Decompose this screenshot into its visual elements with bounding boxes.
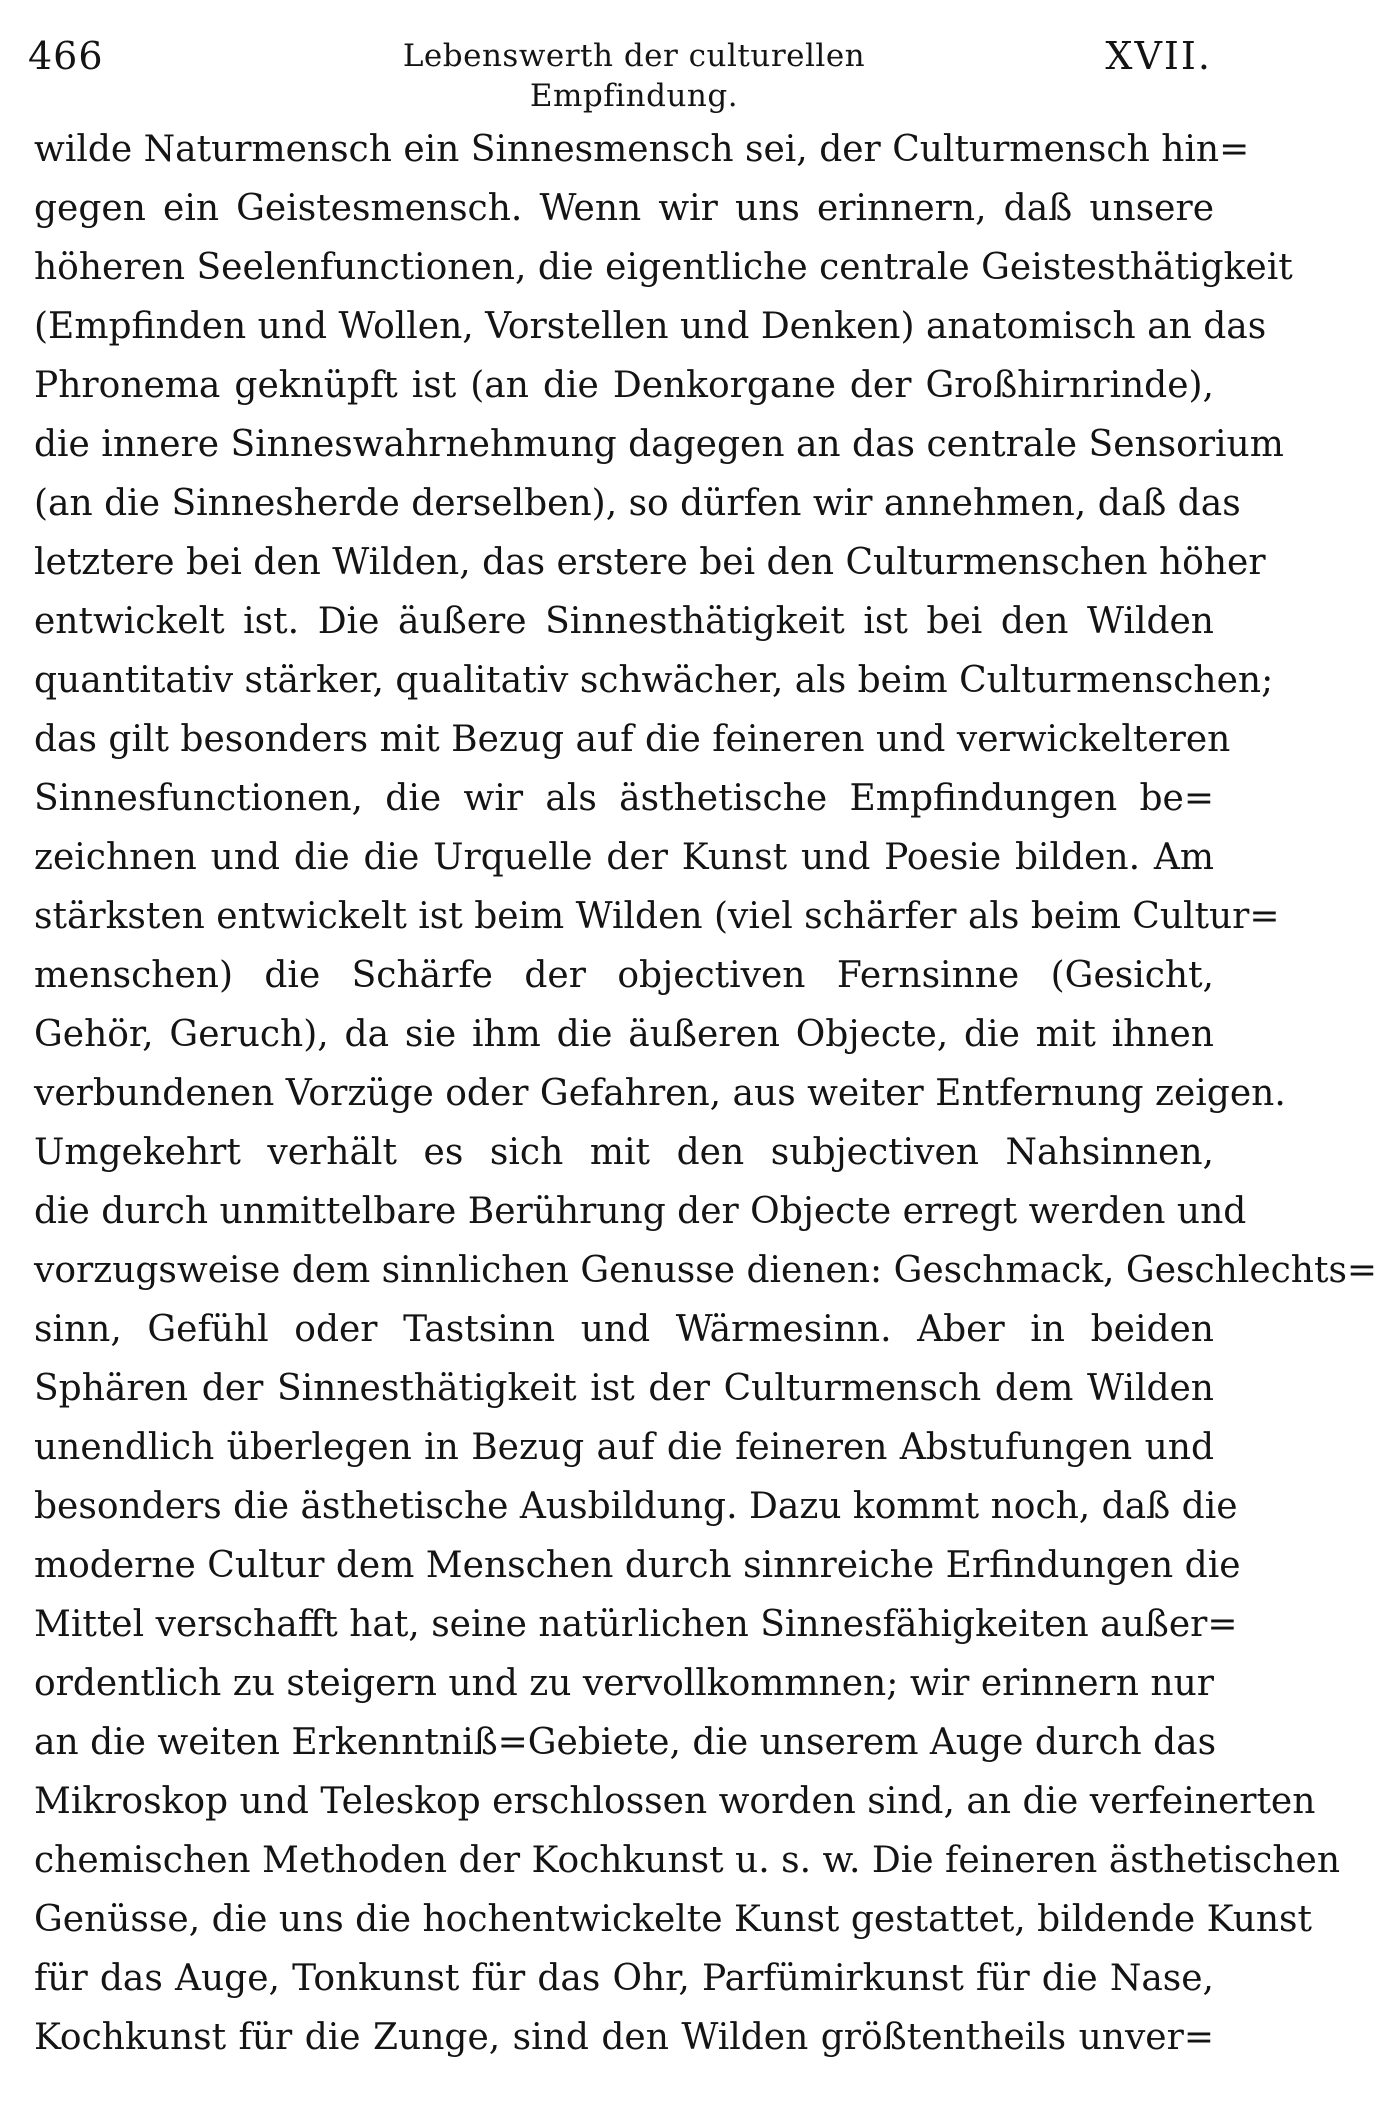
text-line: moderne Cultur dem Menschen durch sinnreiche Erfindungen die bbox=[34, 1545, 1241, 1586]
text-line: die durch unmittelbare Berührung der Objecte erregt werden und bbox=[34, 1191, 1247, 1232]
text-line: vorzugsweise dem sinnlichen Genusse dienen: Geschmack, Geschlechts= bbox=[34, 1250, 1377, 1291]
running-title: Lebenswerth der culturellen Empfindung. bbox=[402, 38, 866, 114]
text-line: Mittel verschafft hat, seine natürlichen Sinnesfähigkeiten außer= bbox=[34, 1604, 1238, 1645]
text-line: die innere Sinneswahrnehmung dagegen an das centrale Sensorium bbox=[34, 424, 1284, 465]
text-line: letztere bei den Wilden, das erstere bei den Culturmenschen höher bbox=[34, 542, 1266, 583]
text-line: zeichnen und die die Urquelle der Kunst und Poesie bilden. Am bbox=[34, 837, 1214, 878]
text-line: das gilt besonders mit Bezug auf die feineren und verwickelteren bbox=[34, 719, 1231, 760]
text-line: (an die Sinnesherde derselben), so dürfen wir annehmen, daß das bbox=[34, 483, 1241, 524]
text-line: stärksten entwickelt ist beim Wilden (viel schärfer als beim Cultur= bbox=[34, 896, 1280, 937]
text-line: für das Auge, Tonkunst für das Ohr, Parfümirkunst für die Nase, bbox=[34, 1958, 1214, 1999]
text-line: quantitativ stärker, qualitativ schwächer, als beim Culturmenschen; bbox=[34, 660, 1274, 701]
text-line: chemischen Methoden der Kochkunst u. s. w. Die feineren ästhetischen bbox=[34, 1840, 1341, 1881]
page-number: 466 bbox=[28, 34, 104, 78]
chapter-number: XVII. bbox=[1105, 34, 1212, 78]
text-line: besonders die ästhetische Ausbildung. Dazu kommt noch, daß die bbox=[34, 1486, 1238, 1527]
text-line: Kochkunst für die Zunge, sind den Wilden größtentheils unver= bbox=[34, 2017, 1214, 2058]
text-line: Genüsse, die uns die hochentwickelte Kunst gestattet, bildende Kunst bbox=[34, 1899, 1312, 1940]
text-line: menschen) die Schärfe der objectiven Fernsinne (Gesicht, bbox=[34, 955, 1214, 996]
text-line: Mikroskop und Teleskop erschlossen worden sind, an die verfeinerten bbox=[34, 1781, 1316, 1822]
text-line: ordentlich zu steigern und zu vervollkommnen; wir erinnern nur bbox=[34, 1663, 1214, 1704]
text-line: Umgekehrt verhält es sich mit den subjectiven Nahsinnen, bbox=[34, 1132, 1214, 1173]
text-line: sinn, Gefühl oder Tastsinn und Wärmesinn. Aber in beiden bbox=[34, 1309, 1214, 1350]
text-line: (Empfinden und Wollen, Vorstellen und Denken) anatomisch an das bbox=[34, 306, 1267, 347]
text-line: Phronema geknüpft ist (an die Denkorgane der Großhirnrinde), bbox=[34, 365, 1214, 406]
body-text bbox=[34, 120, 1377, 2067]
text-line: gegen ein Geistesmensch. Wenn wir uns erinnern, daß unsere bbox=[34, 188, 1214, 229]
text-line: verbundenen Vorzüge oder Gefahren, aus weiter Entfernung zeigen. bbox=[34, 1073, 1286, 1114]
text-line: Sinnesfunctionen, die wir als ästhetische Empfindungen be= bbox=[34, 778, 1214, 819]
text-line: an die weiten Erkenntniß=Gebiete, die unserem Auge durch das bbox=[34, 1722, 1217, 1763]
text-line: höheren Seelenfunctionen, die eigentliche centrale Geistesthätigkeit bbox=[34, 247, 1293, 288]
text-line: Sphären der Sinnesthätigkeit ist der Culturmensch dem Wilden bbox=[34, 1368, 1214, 1409]
text-line: entwickelt ist. Die äußere Sinnesthätigkeit ist bei den Wilden bbox=[34, 601, 1214, 642]
text-line: wilde Naturmensch ein Sinnesmensch sei, der Culturmensch hin= bbox=[34, 129, 1250, 170]
running-head bbox=[24, 28, 1224, 114]
text-line: Gehör, Geruch), da sie ihm die äußeren Objecte, die mit ihnen bbox=[34, 1014, 1214, 1055]
text-line: unendlich überlegen in Bezug auf die feineren Abstufungen und bbox=[34, 1427, 1214, 1468]
